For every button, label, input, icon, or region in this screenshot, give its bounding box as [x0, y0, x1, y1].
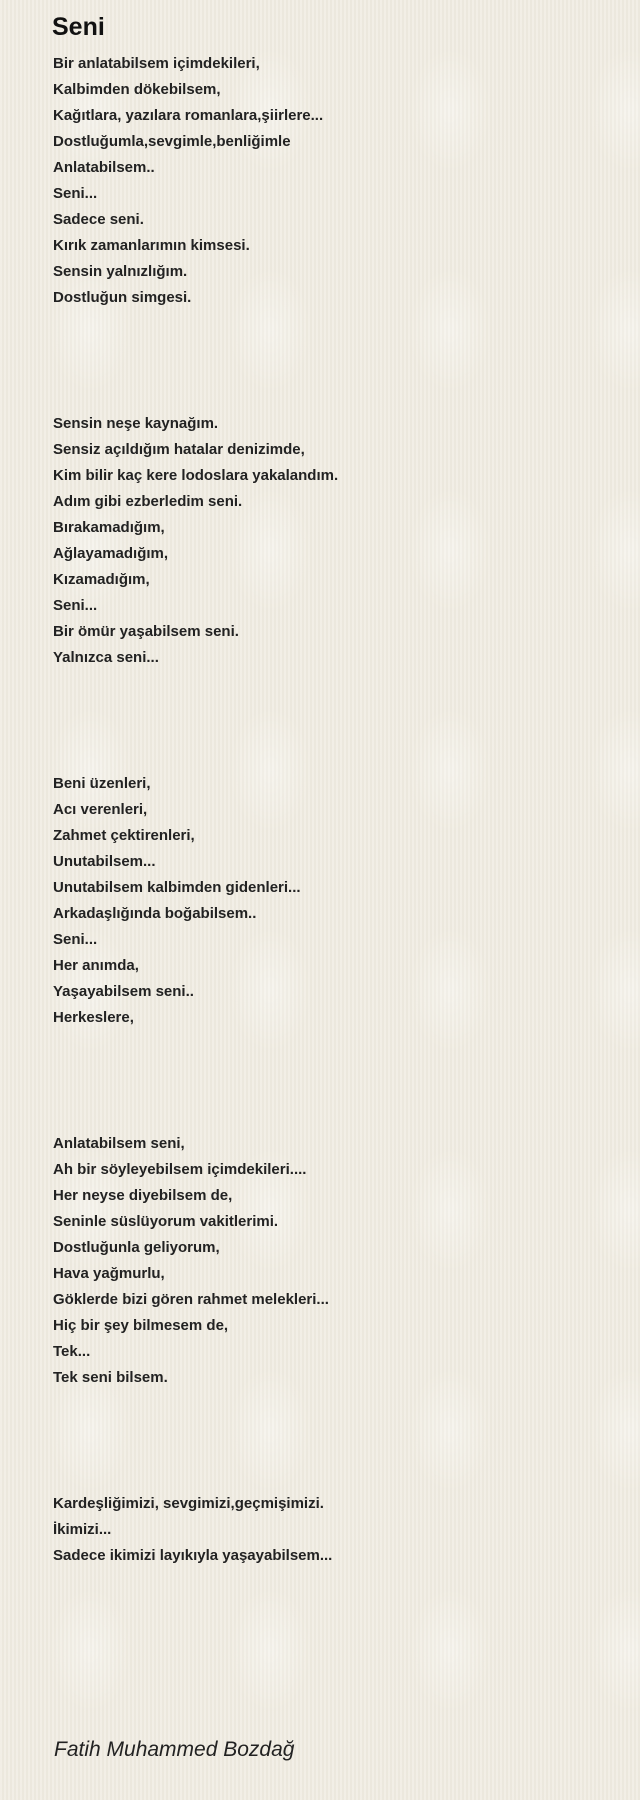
poem-line: Bırakamadığım,	[53, 519, 165, 536]
poem-line: Dostluğunla geliyorum,	[53, 1239, 220, 1256]
poem-line: Kırık zamanlarımın kimsesi.	[53, 237, 250, 254]
poem-line: Acı verenleri,	[53, 801, 148, 818]
poem-line: Beni üzenleri,	[53, 775, 151, 792]
poem-line: Seni...	[53, 931, 98, 948]
poem-line: Tek...	[53, 1343, 91, 1360]
poem-line: Herkeslere,	[53, 1009, 134, 1026]
stanza-5	[53, 1491, 332, 1569]
poem-line: Arkadaşlığında boğabilsem..	[53, 905, 257, 922]
poem-line: Her anımda,	[53, 957, 139, 974]
poem-line: Seni...	[53, 185, 98, 202]
poem-line: Yalnızca seni...	[53, 649, 159, 666]
stanza-4	[53, 1131, 329, 1391]
poem-line: Bir anlatabilsem içimdekileri,	[53, 55, 260, 72]
poem-line: Zahmet çektirenleri,	[53, 827, 195, 844]
poem-line: Kardeşliğimizi, sevgimizi,geçmişimizi.	[53, 1495, 324, 1512]
stanza-1	[53, 51, 323, 311]
poem-line: Göklerde bizi gören rahmet melekleri...	[53, 1291, 329, 1308]
poem-line: Dostluğumla,sevgimle,benliğimle	[53, 133, 291, 150]
poem-line: Kızamadığım,	[53, 571, 150, 588]
poem-line: Bir ömür yaşabilsem seni.	[53, 623, 239, 640]
poem-line: Seninle süslüyorum vakitlerimi.	[53, 1213, 279, 1230]
poem-line: Sadece ikimizi layıkıyla yaşayabilsem...	[53, 1547, 333, 1564]
poem-line: İkimizi...	[53, 1521, 112, 1538]
poem-line: Sensiz açıldığım hatalar denizimde,	[53, 441, 305, 458]
poem-line: Sadece seni.	[53, 211, 144, 228]
poem-line: Kim bilir kaç kere lodoslara yakalandım.	[53, 467, 339, 484]
poem-line: Kağıtlara, yazılara romanlara,şiirlere...	[53, 107, 324, 124]
poem-line: Her neyse diyebilsem de,	[53, 1187, 233, 1204]
poem-line: Unutabilsem kalbimden gidenleri...	[53, 879, 301, 896]
poem-line: Sensin neşe kaynağım.	[53, 415, 219, 432]
poem-line: Kalbimden dökebilsem,	[53, 81, 221, 98]
stanza-2	[53, 411, 338, 671]
poem-line: Sensin yalnızlığım.	[53, 263, 188, 280]
poem-line: Anlatabilsem..	[53, 159, 155, 176]
poem-line: Hava yağmurlu,	[53, 1265, 165, 1282]
poem-line: Anlatabilsem seni,	[53, 1135, 185, 1152]
poem-line: Seni...	[53, 597, 98, 614]
stanza-3	[53, 771, 301, 1031]
poem-line: Ağlayamadığım,	[53, 545, 169, 562]
poem-line: Ah bir söyleyebilsem içimdekileri....	[53, 1161, 307, 1178]
poem-line: Dostluğun simgesi.	[53, 289, 192, 306]
poem-line: Adım gibi ezberledim seni.	[53, 493, 243, 510]
poem-line: Unutabilsem...	[53, 853, 156, 870]
poem-line: Tek seni bilsem.	[53, 1369, 168, 1386]
poem-title: Seni	[52, 13, 105, 41]
poem-line: Yaşayabilsem seni..	[53, 983, 194, 1000]
poem-author: Fatih Muhammed Bozdağ	[54, 1738, 295, 1761]
poem-line: Hiç bir şey bilmesem de,	[53, 1317, 229, 1334]
